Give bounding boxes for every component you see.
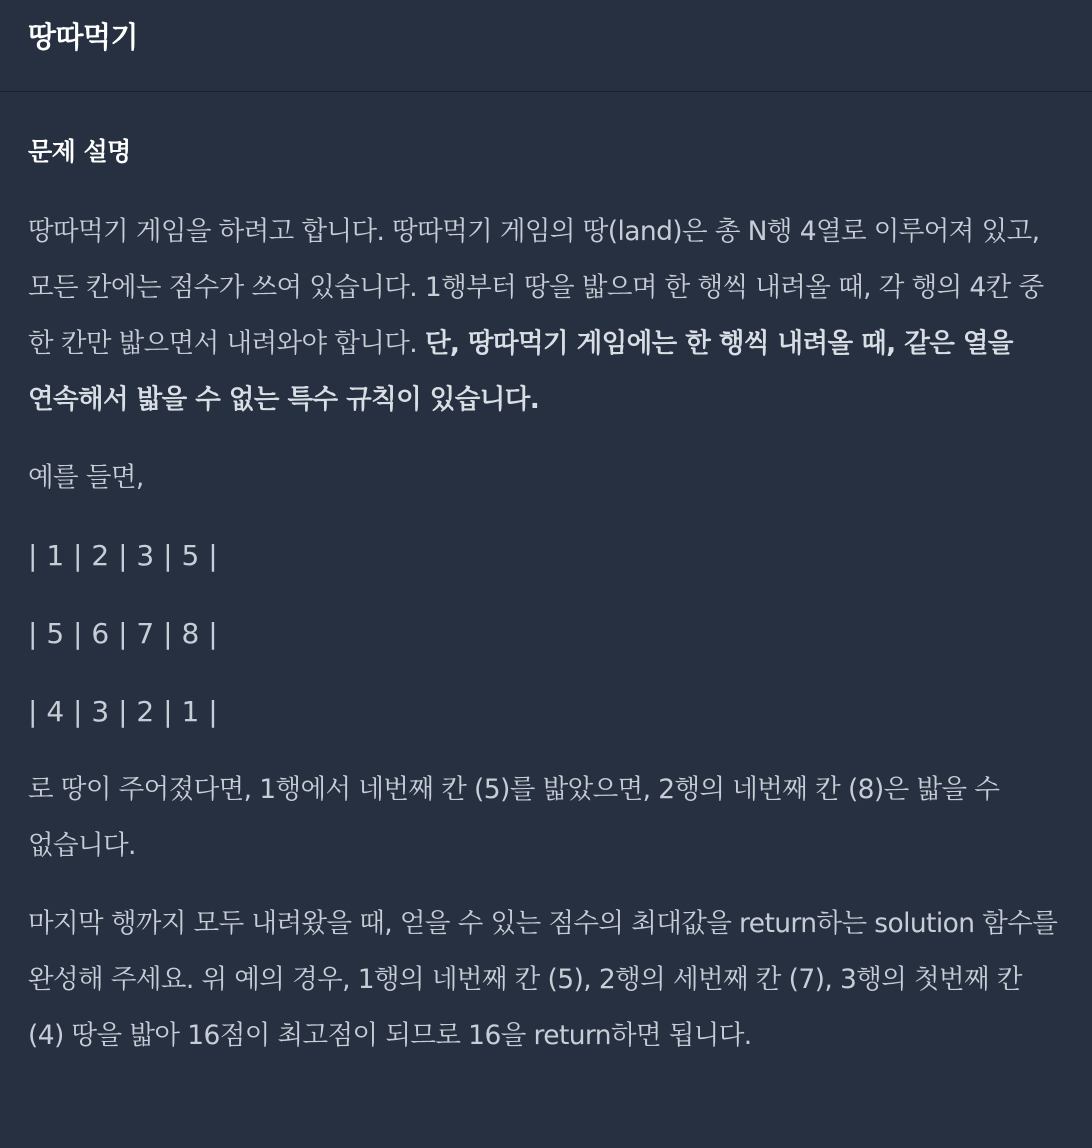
intro-text: 땅따먹기 게임을 하려고 합니다. 땅따먹기 게임의 땅(land)은 총 N행 4열로 이루어져 있고, 모든 칸에는 점수가 쓰여 있습니다. 1행부터 땅을 밟으며 한 행씩 내려올 때, 각 행의 4칸 중 한 칸만 밟으면서 내려와야 합니다. <box>28 216 1044 359</box>
problem-header <box>0 0 1092 92</box>
example-grid-row-3: | 4 | 3 | 2 | 1 | <box>28 695 218 728</box>
example-note: 로 땅이 주어졌다면, 1행에서 네번째 칸 (5)를 밟았으면, 2행의 네번째 칸 (8)은 밟을 수 없습니다. <box>28 774 1000 861</box>
intro-rule-text: 단, 땅따먹기 게임에는 한 행씩 내려올 때, 같은 열을 연속해서 밟을 수 없는 특수 규칙이 있습니다. <box>28 328 1013 415</box>
task-paragraph: 마지막 행까지 모두 내려왔을 때, 얻을 수 있는 점수의 최대값을 return하는 solution 함수를 완성해 주세요. 위 예의 경우, 1행의 네번째 칸 (5), 2행의 세번째 칸 (7), 3행의 첫번째 칸 (4) 땅을 밟아 16점이 최고점이 되므로 16을 return하면 됩니다. <box>28 908 1058 1051</box>
section-title: 문제 설명 <box>28 137 131 166</box>
problem-title: 땅따먹기 <box>28 20 139 54</box>
example-label: 예를 들면, <box>28 462 144 493</box>
intro-paragraph <box>28 204 1064 428</box>
example-grid-row-1: | 1 | 2 | 3 | 5 | <box>28 539 218 572</box>
problem-description <box>0 92 1092 1064</box>
example-grid-row-2: | 5 | 6 | 7 | 8 | <box>28 617 218 650</box>
